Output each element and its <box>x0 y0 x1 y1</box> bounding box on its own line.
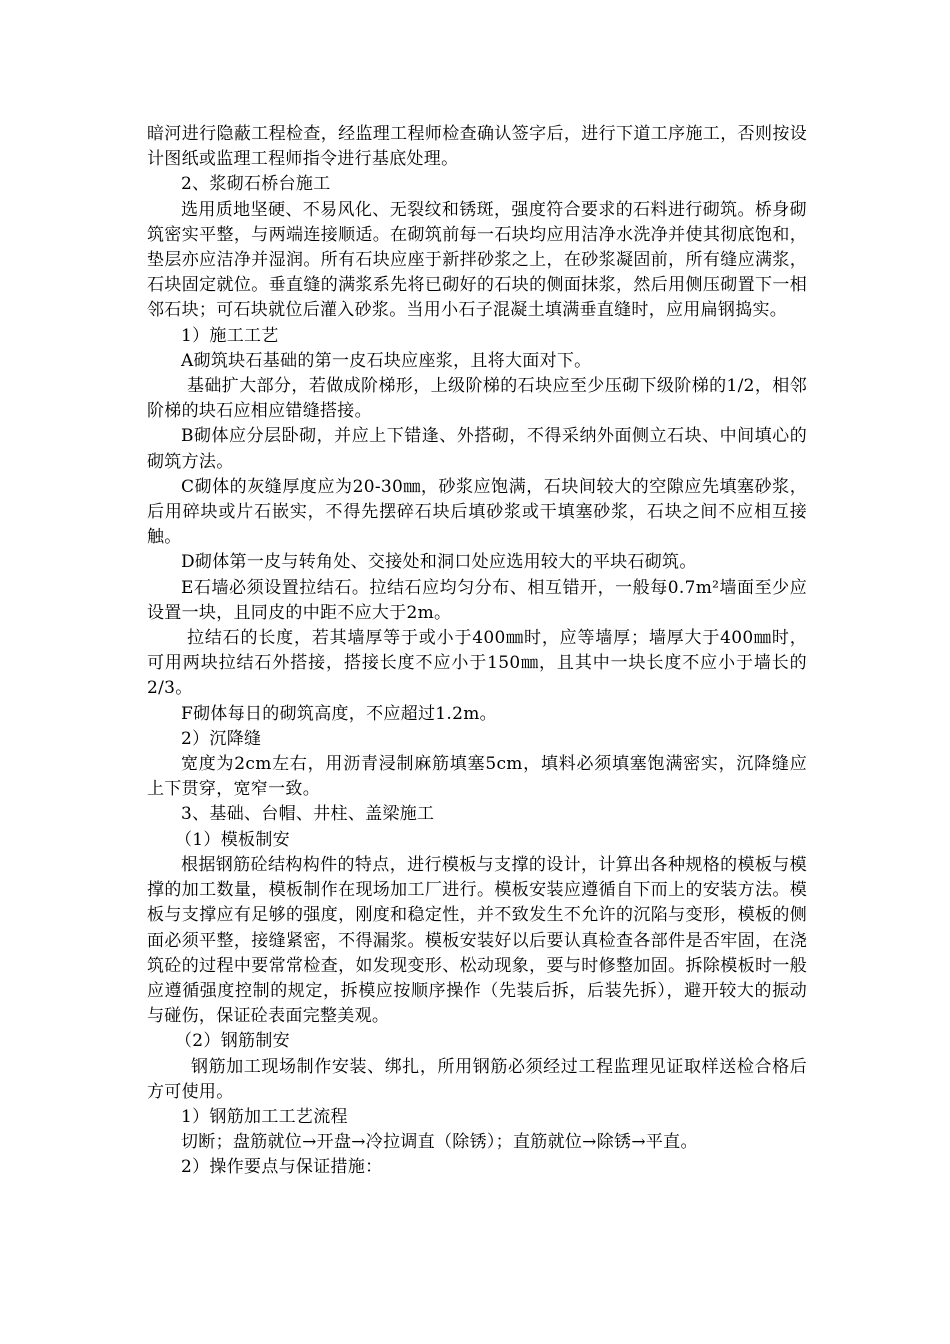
subheading-rebar: （2）钢筋制安 <box>175 1031 290 1052</box>
paragraph-formwork: 根据钢筋砼结构构件的特点，进行模板与支撑的设计，计算出各种规格的模板与模撑的加工数量，模板制作在现场加工厂进行。模板安装应遵循自下而上的安装方法。模板与支撑应有足够的强度，刚度和稳定性，并不致发生不允许的沉陷与变形，模板的侧面必须平整，接缝紧密，不得漏浆。模板安装好以后要认真检查各部件是否牢固，在浇筑砼的过程中要常常检查，如发现变形、松动现象，要与时修整加固。拆除模板时一般应遵循强度控制的规定，拆模应按顺序操作（先装后拆，后装先拆），避开较大的振动与碰伤，保证砼表面完整美观。 <box>147 854 807 1027</box>
item-d: D砌体第一皮与转角处、交接处和洞口处应选用较大的平块石砌筑。 <box>181 552 697 573</box>
paragraph-continuation: 暗河进行隐蔽工程检查，经监理工程师检查确认签字后，进行下道工序施工，否则按设计图纸或监理工程师指令进行基底处理。 <box>147 124 807 170</box>
item-b: B砌体应分层卧砌，并应上下错逢、外搭砌，不得采纳外面侧立石块、中间填心的砌筑方法。 <box>147 426 807 472</box>
subheading-rebar-process: 1）钢筋加工工艺流程 <box>181 1106 348 1127</box>
subheading-process: 1）施工工艺 <box>181 325 279 346</box>
item-a: A砌筑块石基础的第一皮石块应座浆，且将大面对下。 <box>181 350 592 371</box>
paragraph-foundation-steps: 基础扩大部分，若做成阶梯形，上级阶梯的石块应至少压砌下级阶梯的1/2，相邻阶梯的块石应相应错缝搭接。 <box>147 376 807 422</box>
subheading-settlement-joint: 2）沉降缝 <box>181 728 262 749</box>
item-e <box>147 576 807 626</box>
paragraph-rebar: 钢筋加工现场制作安装、绑扎，所用钢筋必须经过工程监理见证取样送检合格后方可使用。 <box>147 1056 807 1102</box>
paragraph-tie-stone-length: 拉结石的长度，若其墙厚等于或小于400㎜时，应等墙厚；墙厚大于400㎜时，可用两块拉结石外搭接，搭接长度不应小于150㎜，且其中一块长度不应小于墙长的2/3。 <box>147 628 807 699</box>
subheading-formwork: （1）模板制安 <box>175 829 290 850</box>
section-heading-foundation: 3、基础、台帽、井柱、盖梁施工 <box>181 804 435 825</box>
paragraph-stone-selection: 选用质地坚硬、不易风化、无裂纹和锈斑，强度符合要求的石料进行砌筑。桥身砌筑密实平整，与两端连接顺适。在砌筑前每一石块均应用洁净水洗净并使其彻底饱和，垫层亦应洁净并湿润。所有石块应座于新拌砂浆之上，在砂浆凝固前，所有缝应满浆，石块固定就位。垂直缝的满浆系先将已砌好的石块的侧面抹浆，然后用侧压砌置下一相邻石块；可石块就位后灌入砂浆。当用小石子混凝土填满垂直缝时，应用扁钢捣实。 <box>147 199 807 321</box>
section-heading-abutment: 2、浆砌石桥台施工 <box>181 174 331 195</box>
paragraph-settlement-joint: 宽度为2cm左右，用沥青浸制麻筋填塞5cm，填料必须填塞饱满密实，沉降缝应上下贯穿，宽窄一致。 <box>147 754 807 800</box>
item-c: C砌体的灰缝厚度应为20-30㎜，砂浆应饱满，石块间较大的空隙应先填塞砂浆，后用碎块或片石嵌实，不得先摆碎石块后填砂浆或干填塞砂浆，石块之间不应相互接触。 <box>147 476 807 548</box>
item-e-part1: E石墙必须设置拉结石。拉结石应均匀分布、相互错开，一般每0.7m²墙面至少应设置一块，且同皮的中距不应大于2m。 <box>147 577 807 623</box>
item-f: F砌体每日的砌筑高度，不应超过1.2m。 <box>181 703 497 724</box>
paragraph-rebar-steps: 切断；盘筋就位→开盘→冷拉调直（除锈）；直筋就位→除锈→平直。 <box>181 1132 698 1153</box>
subheading-key-points: 2）操作要点与保证措施： <box>181 1157 383 1178</box>
document-body <box>147 122 807 1181</box>
